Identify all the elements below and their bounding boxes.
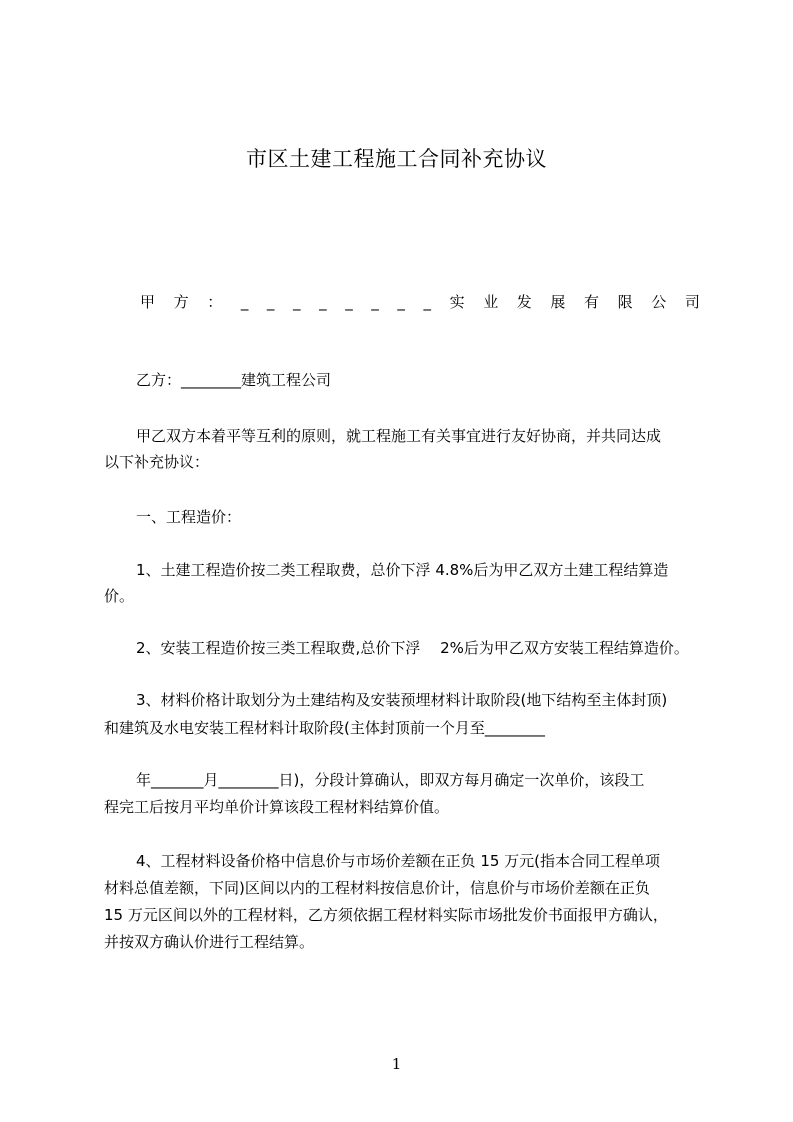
item-3-line-2: 和建筑及水电安装工程材料计取阶段(主体封顶前一个月至________ (104, 719, 545, 737)
party-a-char: _ (319, 293, 327, 311)
party-a-char: _ (397, 293, 405, 311)
intro-line-1: 甲乙双方本着平等互利的原则，就工程施工有关事宜进行友好协商，并共同达成 (136, 427, 662, 445)
item-4-line-2: 材料总值差额，下同)区间以内的工程材料按信息价计，信息价与市场价差额在正负 (104, 879, 650, 897)
party-a-char: _ (371, 293, 379, 311)
party-a-char: _ (345, 293, 353, 311)
party-a-char: ： (207, 293, 223, 311)
party-b-line: 乙方：________建筑工程公司 (136, 371, 332, 389)
party-a-char: 展 (550, 293, 566, 311)
party-a-char: _ (423, 293, 431, 311)
party-a-char: 方 (173, 293, 189, 311)
item-4-line-1: 4、工程材料设备价格中信息价与市场价差额在正负 15 万元(指本合同工程单项 (136, 852, 661, 870)
party-a-char: 发 (516, 293, 532, 311)
party-a-char: 甲 (140, 293, 156, 311)
document-title: 市区土建工程施工合同补充协议 (246, 147, 547, 171)
party-a-char: _ (240, 293, 249, 311)
party-a-char: 限 (617, 293, 633, 311)
item-2-line-1: 2、安装工程造价按三类工程取费,总价下浮 2%后为甲乙双方安装工程结算造价。 (136, 639, 689, 657)
item-3-line-4: 程完工后按月平均单价计算该段工程材料结算价值。 (104, 798, 450, 816)
intro-line-2: 以下补充协议： (104, 453, 210, 471)
item-3-line-1: 3、材料价格计取划分为土建结构及安装预埋材料计取阶段(地下结构至主体封顶) (136, 691, 668, 709)
party-a-char: _ (293, 293, 301, 311)
party-a-char: 公 (651, 293, 667, 311)
party-a-char: 有 (584, 293, 600, 311)
party-a-char: 实 (449, 293, 465, 311)
party-a-char: _ (266, 293, 275, 311)
item-4-line-3: 15 万元区间以外的工程材料，乙方须依据工程材料实际市场批发价书面报甲方确认， (104, 906, 668, 924)
item-1-line-2: 价。 (104, 587, 135, 605)
party-a-char: 业 (483, 293, 499, 311)
item-3-line-3: 年_______月________日)，分段计算确认，即双方每月确定一次单价，该段工 (136, 771, 645, 789)
party-a-line (140, 291, 700, 313)
item-1-line-1: 1、土建工程造价按二类工程取费，总价下浮 4.8%后为甲乙双方土建工程结算造 (136, 561, 669, 579)
party-a-char: 司 (684, 293, 700, 311)
item-4-line-4: 并按双方确认价进行工程结算。 (104, 933, 315, 951)
page-number: 1 (391, 1055, 402, 1073)
section-1-heading: 一、工程造价： (136, 508, 242, 526)
